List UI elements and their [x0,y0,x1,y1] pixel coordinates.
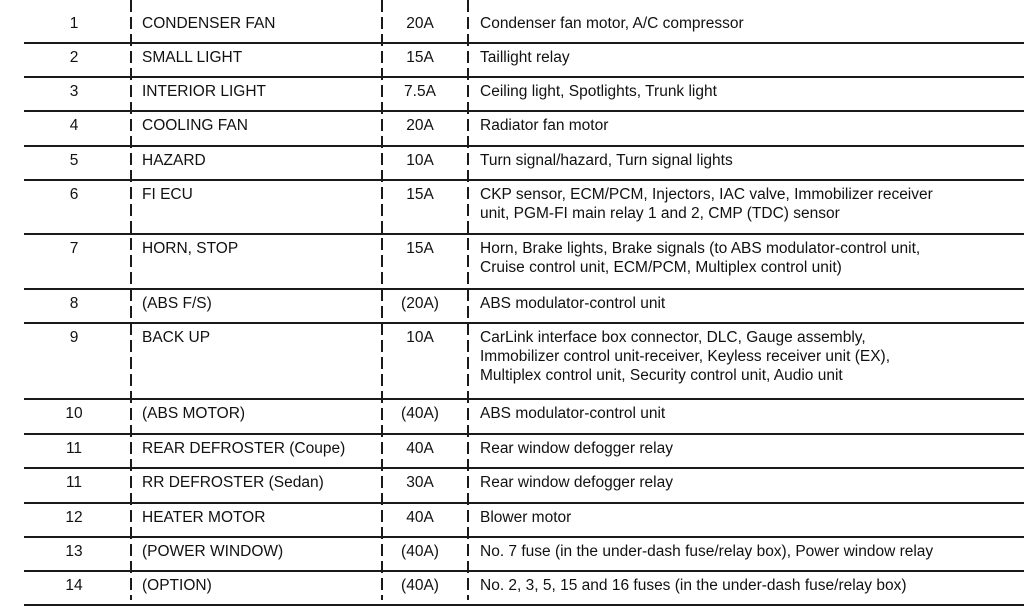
circuit-name: (POWER WINDOW) [142,543,284,560]
circuit-name: FI ECU [142,186,193,203]
protected-components [480,110,608,135]
fuse-number: 5 [69,152,79,169]
table-row [24,76,1024,112]
protected-components [480,42,570,67]
protected-components [480,8,744,33]
fuse-number: 11 [65,474,83,491]
component-line: ABS modulator-control unit [480,295,666,312]
amperage: 15A [406,240,434,257]
fuse-number: 12 [65,509,83,526]
component-line: Taillight relay [480,49,570,66]
table-row [24,233,1024,290]
protected-components [480,145,733,170]
table-row [24,110,1024,147]
component-line: Cruise control unit, ECM/PCM, Multiplex control unit) [480,259,842,276]
component-line: CKP sensor, ECM/PCM, Injectors, IAC valve, Immobilizer receiver [480,186,933,203]
amperage: 15A [406,49,434,66]
table-row [24,179,1024,235]
component-line: Blower motor [480,509,572,526]
amperage: 40A [406,509,434,526]
component-line: No. 2, 3, 5, 15 and 16 fuses (in the under-dash fuse/relay box) [480,577,907,594]
protected-components [480,233,920,277]
component-line: Rear window defogger relay [480,474,673,491]
fuse-number: 3 [69,83,79,100]
circuit-name: (OPTION) [142,577,212,594]
fuse-number: 7 [69,240,79,257]
component-line: Multiplex control unit, Security control unit, Audio unit [480,367,843,384]
circuit-name: (ABS MOTOR) [142,405,246,422]
component-line: Radiator fan motor [480,117,609,134]
fuse-number: 8 [69,295,79,312]
protected-components [480,433,673,458]
component-line: Immobilizer control unit-receiver, Keyless receiver unit (EX), [480,348,891,365]
table-row [24,536,1024,572]
circuit-name: HAZARD [142,152,206,169]
amperage: 20A [406,15,434,32]
amperage: 30A [406,474,434,491]
table-row [24,288,1024,324]
circuit-name: COOLING FAN [142,117,248,134]
component-line: Horn, Brake lights, Brake signals (to ABS modulator-control unit, [480,240,921,257]
fuse-number: 9 [69,329,79,346]
fuse-number: 11 [65,440,83,457]
protected-components [480,570,907,595]
component-line: Rear window defogger relay [480,440,673,457]
fuse-number: 14 [65,577,83,594]
component-line: unit, PGM-FI main relay 1 and 2, CMP (TDC) sensor [480,205,840,222]
table-row [24,433,1024,469]
component-line: Condenser fan motor, A/C compressor [480,15,744,32]
amperage: 10A [406,152,434,169]
component-line: CarLink interface box connector, DLC, Gauge assembly, [480,329,866,346]
table-row [24,467,1024,504]
table-row [24,322,1024,400]
protected-components [480,502,571,527]
fuse-number: 6 [69,186,79,203]
protected-components [480,467,673,492]
table-row [24,570,1024,606]
amperage: (20A) [401,295,439,312]
protected-components [480,76,717,101]
circuit-name: BACK UP [142,329,211,346]
fuse-number: 4 [69,117,79,134]
protected-components [480,288,665,313]
protected-components [480,398,665,423]
table-row [24,145,1024,181]
amperage: (40A) [401,405,439,422]
amperage: 10A [406,329,434,346]
amperage: 20A [406,117,434,134]
amperage: (40A) [401,543,439,560]
component-line: No. 7 fuse (in the under-dash fuse/relay box), Power window relay [480,543,934,560]
fuse-number: 1 [69,15,79,32]
protected-components [480,322,890,385]
circuit-name: SMALL LIGHT [142,49,243,66]
amperage: 15A [406,186,434,203]
table-row [24,42,1024,78]
component-line: ABS modulator-control unit [480,405,666,422]
fuse-number: 10 [65,405,83,422]
circuit-name: HEATER MOTOR [142,509,266,526]
circuit-name: REAR DEFROSTER (Coupe) [142,440,346,457]
table-row [24,398,1024,435]
component-line: Ceiling light, Spotlights, Trunk light [480,83,717,100]
amperage: (40A) [401,577,439,594]
circuit-name: CONDENSER FAN [142,15,276,32]
circuit-name: HORN, STOP [142,240,239,257]
protected-components [480,536,933,561]
circuit-name: INTERIOR LIGHT [142,83,267,100]
protected-components [480,179,933,223]
table-row [24,8,1024,44]
circuit-name: (ABS F/S) [142,295,212,312]
amperage: 40A [406,440,434,457]
component-line: Turn signal/hazard, Turn signal lights [480,152,733,169]
circuit-name: RR DEFROSTER (Sedan) [142,474,324,491]
table-row [24,502,1024,538]
fuse-number: 2 [69,49,79,66]
fuse-number: 13 [65,543,83,560]
amperage: 7.5A [404,83,436,100]
